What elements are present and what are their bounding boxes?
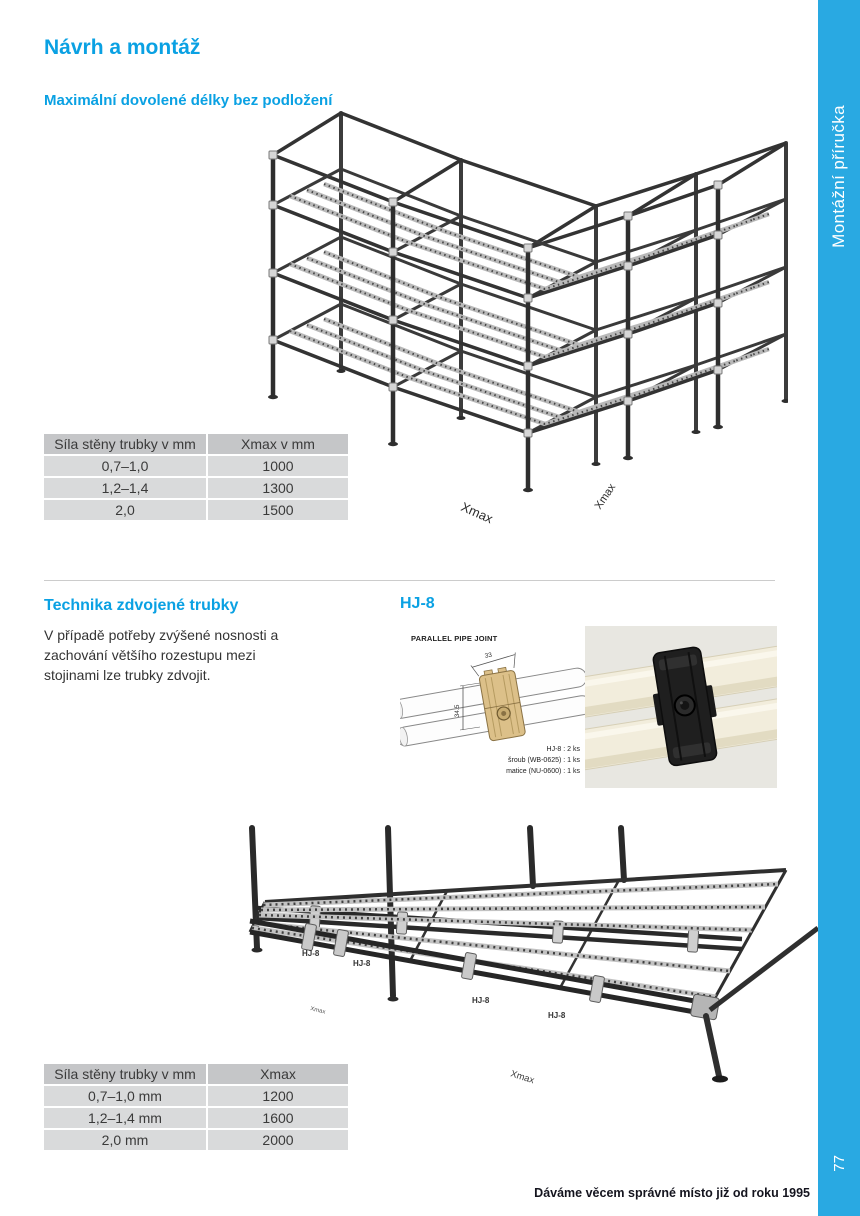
sidebar-title-label: Montážní příručka [829, 104, 848, 248]
section-doubled-tube-body: V případě potřeby zvýšené nosnosti a zachování většího rozestupu mezi stojinami lze trubky zdvojit. [44, 627, 279, 683]
table-row [44, 1130, 348, 1150]
table-row [44, 1086, 348, 1106]
col-header-xmax: Xmax [208, 1064, 348, 1084]
section-doubled-tube-heading: Technika zdvojené trubky [44, 597, 239, 614]
table-row [44, 456, 348, 476]
parts-line-screw: šroub (WB-0625) : 1 ks [508, 757, 580, 764]
xmax-bottom-label: Xmax [509, 1068, 536, 1087]
dim-width-label: 33 [484, 651, 493, 660]
hj8-callout: HJ-8 [548, 1011, 566, 1020]
hj8-technical-drawing [400, 626, 585, 788]
hj8-callout: HJ-8 [353, 959, 371, 968]
table-header-row [44, 1064, 348, 1084]
cell-wall-thickness: 0,7–1,0 [44, 456, 206, 476]
cell-xmax: 1600 [208, 1108, 348, 1128]
page-title: Návrh a montáž [44, 36, 201, 59]
dim-height-label: 34.5 [454, 704, 461, 718]
xmax-label-left: Xmax [458, 499, 496, 527]
table-doubled-tube-lengths [42, 1062, 350, 1152]
cell-wall-thickness: 2,0 mm [44, 1130, 206, 1150]
table-max-lengths [42, 432, 350, 522]
col-header-wall-thickness: Síla stěny trubky v mm [44, 1064, 206, 1084]
table-header-row [44, 434, 348, 454]
cell-xmax: 1200 [208, 1086, 348, 1106]
doubled-tube-rack-illustration [230, 820, 818, 1088]
col-header-xmax: Xmax v mm [208, 434, 348, 454]
cell-xmax: 2000 [208, 1130, 348, 1150]
page-number [818, 1138, 860, 1188]
cell-xmax: 1500 [208, 500, 348, 520]
page-number-label: 77 [830, 1154, 848, 1172]
sidebar-title [818, 88, 860, 264]
drawing-caption: PARALLEL PIPE JOINT [411, 634, 498, 643]
xmax-label-right: Xmax [592, 481, 619, 512]
cell-xmax: 1000 [208, 456, 348, 476]
cell-wall-thickness: 1,2–1,4 mm [44, 1108, 206, 1128]
cell-wall-thickness: 1,2–1,4 [44, 478, 206, 498]
hj8-callout: HJ-8 [302, 949, 320, 958]
table-row [44, 1108, 348, 1128]
cell-wall-thickness: 2,0 [44, 500, 206, 520]
table-row [44, 500, 348, 520]
product-code-heading: HJ-8 [400, 595, 435, 612]
cell-wall-thickness: 0,7–1,0 mm [44, 1086, 206, 1106]
section-divider [44, 580, 775, 581]
col-header-wall-thickness: Síla stěny trubky v mm [44, 434, 206, 454]
hj8-callout: HJ-8 [472, 996, 490, 1005]
cell-xmax: 1300 [208, 478, 348, 498]
hj8-product-photo [585, 626, 777, 788]
xmax-small-label: Xmax [309, 1006, 326, 1016]
parts-line-nut: matice (NU-0600) : 1 ks [506, 768, 580, 775]
footer-tagline: Dáváme věcem správné místo již od roku 1995 [534, 1186, 810, 1200]
section-max-lengths-heading: Maximální dovolené délky bez podložení [44, 92, 333, 109]
parts-line-joint: HJ-8 : 2 ks [546, 746, 580, 753]
table-row [44, 478, 348, 498]
